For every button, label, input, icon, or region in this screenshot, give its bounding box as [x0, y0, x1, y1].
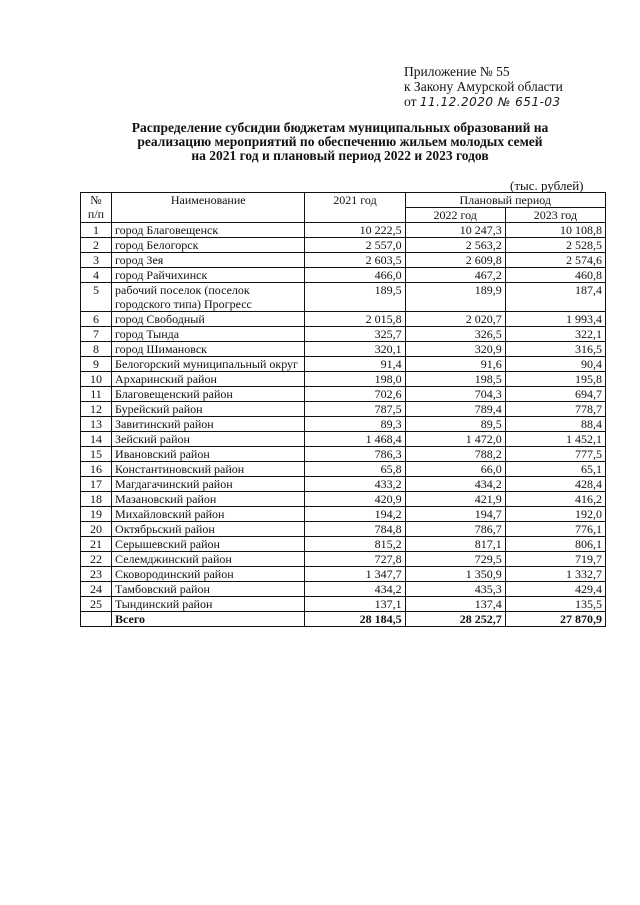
- row-number: 22: [81, 552, 112, 567]
- row-value-2021: 2 557,0: [305, 238, 405, 253]
- row-value-2023: 778,7: [505, 402, 605, 417]
- header-number-line-2: п/п: [87, 207, 105, 221]
- header-number: [81, 193, 112, 223]
- row-value-2023: 428,4: [505, 477, 605, 492]
- row-number: 2: [81, 238, 112, 253]
- row-value-2021: 65,8: [305, 462, 405, 477]
- row-value-2021: 1 347,7: [305, 567, 405, 582]
- row-value-2022: 189,9: [405, 283, 505, 312]
- table-row: [81, 283, 606, 312]
- total-label: Всего: [112, 612, 305, 627]
- row-number: 10: [81, 372, 112, 387]
- row-value-2022: 194,7: [405, 507, 505, 522]
- table-body: [81, 223, 606, 627]
- row-value-2023: 719,7: [505, 552, 605, 567]
- row-value-2022: 326,5: [405, 327, 505, 342]
- table-row: [81, 477, 606, 492]
- table-row: [81, 238, 606, 253]
- row-value-2022: 137,4: [405, 597, 505, 612]
- row-value-2023: 460,8: [505, 268, 605, 283]
- row-value-2023: 90,4: [505, 357, 605, 372]
- table-row: [81, 537, 606, 552]
- row-value-2022: 435,3: [405, 582, 505, 597]
- row-value-2022: 1 350,9: [405, 567, 505, 582]
- row-value-2023: 2 574,6: [505, 253, 605, 268]
- row-name: Сковородинский район: [112, 567, 305, 582]
- title-line-3: на 2021 год и плановый период 2022 и 2023 годов: [191, 148, 489, 163]
- row-value-2023: 10 108,8: [505, 223, 605, 238]
- table-row: [81, 312, 606, 327]
- row-number: 18: [81, 492, 112, 507]
- subsidy-table: [80, 192, 606, 627]
- row-value-2022: 421,9: [405, 492, 505, 507]
- table-row: [81, 567, 606, 582]
- row-value-2022: 789,4: [405, 402, 505, 417]
- row-value-2023: 88,4: [505, 417, 605, 432]
- row-number: 7: [81, 327, 112, 342]
- row-value-2023: 429,4: [505, 582, 605, 597]
- row-number: 4: [81, 268, 112, 283]
- row-value-2022: 434,2: [405, 477, 505, 492]
- table-row: [81, 253, 606, 268]
- row-value-2023: 65,1: [505, 462, 605, 477]
- header-2022: 2022 год: [405, 208, 505, 223]
- table-row: [81, 402, 606, 417]
- table-row: [81, 552, 606, 567]
- total-value-2023: 27 870,9: [505, 612, 605, 627]
- total-row: [81, 612, 606, 627]
- row-value-2021: 198,0: [305, 372, 405, 387]
- row-value-2023: 776,1: [505, 522, 605, 537]
- row-value-2021: 466,0: [305, 268, 405, 283]
- row-name: Селемджинский район: [112, 552, 305, 567]
- row-number: 9: [81, 357, 112, 372]
- row-value-2023: 2 528,5: [505, 238, 605, 253]
- row-number: 19: [81, 507, 112, 522]
- row-name: Михайловский район: [112, 507, 305, 522]
- row-value-2023: 135,5: [505, 597, 605, 612]
- table-row: [81, 582, 606, 597]
- header-number-line-1: №: [90, 193, 102, 207]
- row-number: 25: [81, 597, 112, 612]
- row-value-2021: 10 222,5: [305, 223, 405, 238]
- header-name: Наименование: [112, 193, 305, 223]
- row-name: рабочий поселок (поселок городского типа) Прогресс: [112, 283, 305, 312]
- row-value-2023: 694,7: [505, 387, 605, 402]
- row-name: город Тында: [112, 327, 305, 342]
- row-number: 8: [81, 342, 112, 357]
- row-number: 14: [81, 432, 112, 447]
- row-name: Бурейский район: [112, 402, 305, 417]
- header-2023: 2023 год: [505, 208, 605, 223]
- row-value-2023: 322,1: [505, 327, 605, 342]
- row-number: 12: [81, 402, 112, 417]
- row-value-2021: 420,9: [305, 492, 405, 507]
- row-value-2023: 187,4: [505, 283, 605, 312]
- row-value-2021: 2 015,8: [305, 312, 405, 327]
- row-value-2021: 702,6: [305, 387, 405, 402]
- row-name: Завитинский район: [112, 417, 305, 432]
- table-row: [81, 447, 606, 462]
- row-value-2022: 704,3: [405, 387, 505, 402]
- row-name: Благовещенский район: [112, 387, 305, 402]
- header-planned-period: Плановый период: [405, 193, 605, 208]
- row-name: Мазановский район: [112, 492, 305, 507]
- row-value-2023: 806,1: [505, 537, 605, 552]
- title-line-2: реализацию мероприятий по обеспечению жильем молодых семей: [137, 134, 543, 149]
- row-name: город Шимановск: [112, 342, 305, 357]
- row-value-2022: 786,7: [405, 522, 505, 537]
- table-row: [81, 507, 606, 522]
- header-2021: 2021 год: [305, 193, 405, 223]
- row-value-2023: 1 452,1: [505, 432, 605, 447]
- row-value-2022: 89,5: [405, 417, 505, 432]
- document-title: [92, 121, 588, 163]
- row-name: Тындинский район: [112, 597, 305, 612]
- row-value-2021: 1 468,4: [305, 432, 405, 447]
- row-value-2023: 316,5: [505, 342, 605, 357]
- table-row: [81, 268, 606, 283]
- table-row: [81, 372, 606, 387]
- row-value-2021: 137,1: [305, 597, 405, 612]
- row-number: 21: [81, 537, 112, 552]
- row-value-2022: 66,0: [405, 462, 505, 477]
- row-value-2023: 777,5: [505, 447, 605, 462]
- row-value-2022: 729,5: [405, 552, 505, 567]
- appendix-date-line: [404, 94, 563, 110]
- row-number: 13: [81, 417, 112, 432]
- total-value-2022: 28 252,7: [405, 612, 505, 627]
- row-value-2021: 89,3: [305, 417, 405, 432]
- row-name: Магдагачинский район: [112, 477, 305, 492]
- row-number: 5: [81, 283, 112, 312]
- row-name: город Благовещенск: [112, 223, 305, 238]
- row-number: 11: [81, 387, 112, 402]
- table-row: [81, 342, 606, 357]
- row-name: Серышевский район: [112, 537, 305, 552]
- row-value-2023: 1 993,4: [505, 312, 605, 327]
- row-value-2021: 784,8: [305, 522, 405, 537]
- row-name: Белогорский муниципальный округ: [112, 357, 305, 372]
- row-value-2021: 433,2: [305, 477, 405, 492]
- title-line-1: Распределение субсидии бюджетам муниципальных образований на: [131, 120, 549, 135]
- row-value-2022: 91,6: [405, 357, 505, 372]
- row-value-2021: 434,2: [305, 582, 405, 597]
- row-value-2021: 815,2: [305, 537, 405, 552]
- row-value-2023: 1 332,7: [505, 567, 605, 582]
- row-value-2023: 192,0: [505, 507, 605, 522]
- units-label: (тыс. рублей): [510, 178, 584, 193]
- row-name: город Райчихинск: [112, 268, 305, 283]
- row-number: 20: [81, 522, 112, 537]
- row-number: 23: [81, 567, 112, 582]
- handwritten-date-number: 11.12.2020 № 651-03: [419, 95, 561, 109]
- row-value-2021: 320,1: [305, 342, 405, 357]
- total-number-cell: [81, 612, 112, 627]
- row-number: 16: [81, 462, 112, 477]
- row-number: 24: [81, 582, 112, 597]
- row-value-2021: 786,3: [305, 447, 405, 462]
- row-value-2022: 788,2: [405, 447, 505, 462]
- row-value-2022: 320,9: [405, 342, 505, 357]
- row-name: Ивановский район: [112, 447, 305, 462]
- row-number: 17: [81, 477, 112, 492]
- row-number: 6: [81, 312, 112, 327]
- row-number: 3: [81, 253, 112, 268]
- row-value-2021: 787,5: [305, 402, 405, 417]
- row-value-2022: 2 563,2: [405, 238, 505, 253]
- row-value-2021: 194,2: [305, 507, 405, 522]
- row-name: город Свободный: [112, 312, 305, 327]
- row-value-2022: 10 247,3: [405, 223, 505, 238]
- row-value-2023: 195,8: [505, 372, 605, 387]
- table-row: [81, 522, 606, 537]
- row-value-2022: 2 020,7: [405, 312, 505, 327]
- row-value-2022: 2 609,8: [405, 253, 505, 268]
- row-name: Константиновский район: [112, 462, 305, 477]
- row-number: 1: [81, 223, 112, 238]
- row-value-2022: 198,5: [405, 372, 505, 387]
- table-row: [81, 357, 606, 372]
- appendix-law-ref: к Закону Амурской области: [404, 79, 563, 94]
- row-name: Октябрьский район: [112, 522, 305, 537]
- appendix-header: [404, 64, 563, 110]
- row-value-2021: 2 603,5: [305, 253, 405, 268]
- row-name: Архаринский район: [112, 372, 305, 387]
- table-row: [81, 432, 606, 447]
- total-value-2021: 28 184,5: [305, 612, 405, 627]
- row-value-2023: 416,2: [505, 492, 605, 507]
- row-value-2022: 817,1: [405, 537, 505, 552]
- row-name: город Зея: [112, 253, 305, 268]
- table-row: [81, 597, 606, 612]
- table-row: [81, 327, 606, 342]
- appendix-date-prefix: от: [404, 94, 417, 109]
- row-value-2021: 325,7: [305, 327, 405, 342]
- row-value-2021: 727,8: [305, 552, 405, 567]
- table-row: [81, 492, 606, 507]
- row-value-2022: 467,2: [405, 268, 505, 283]
- row-number: 15: [81, 447, 112, 462]
- row-name: Зейский район: [112, 432, 305, 447]
- row-value-2022: 1 472,0: [405, 432, 505, 447]
- table-row: [81, 387, 606, 402]
- table-row: [81, 417, 606, 432]
- row-name: город Белогорск: [112, 238, 305, 253]
- row-name: Тамбовский район: [112, 582, 305, 597]
- appendix-number: Приложение № 55: [404, 64, 510, 79]
- row-value-2021: 91,4: [305, 357, 405, 372]
- table-row: [81, 462, 606, 477]
- table-row: [81, 223, 606, 238]
- row-value-2021: 189,5: [305, 283, 405, 312]
